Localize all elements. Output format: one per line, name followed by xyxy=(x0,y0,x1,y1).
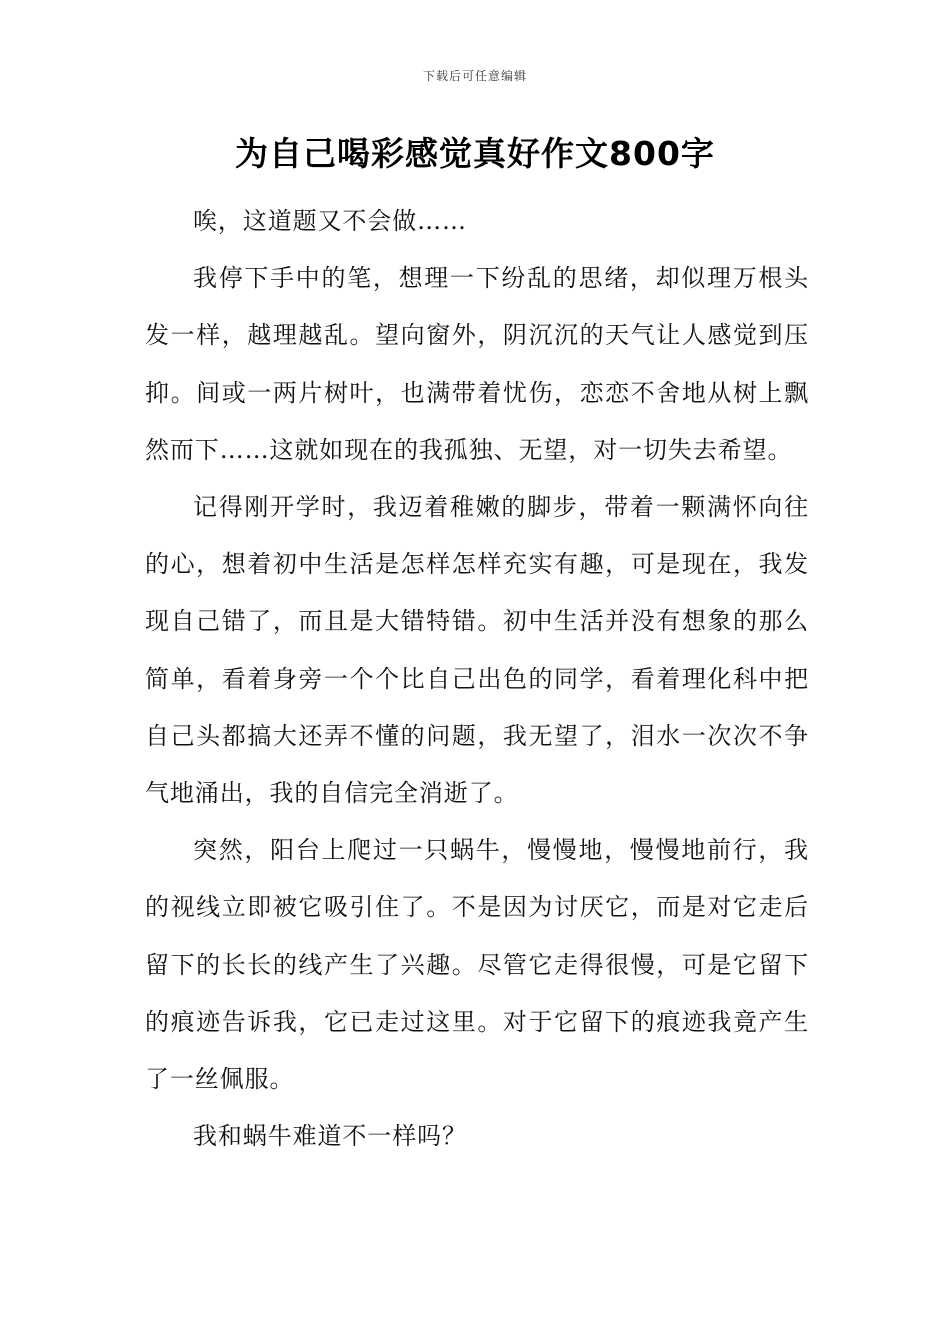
document-title: 为自己喝彩感觉真好作文800字 xyxy=(235,134,715,173)
paragraph: 唉，这道题又不会做…… xyxy=(193,207,467,235)
paragraph: 我和蜗牛难道不一样吗？ xyxy=(193,1122,467,1151)
paragraph: 记得刚开学时，我迈着稚嫩的脚步，带着一颗满怀向往的心，想着初中生活是怎样怎样充实有趣，可是现在，我发现自己错了，而且是大错特错。初中生活并没有想象的那么简单，看着身旁一个个比自己出色的同学，看着理化科中把自己头都搞大还弄不懂的问题，我无望了，泪水一次次不争气地涌出，我的自信完全消逝了。 xyxy=(145,493,809,808)
header-note: 下载后可任意编辑 xyxy=(422,69,527,83)
paragraph: 突然，阳台上爬过一只蜗牛，慢慢地，慢慢地前行，我的视线立即被它吸引住了。不是因为讨厌它，而是对它走后留下的长长的线产生了兴趣。尽管它走得很慢，可是它留下的痕迹告诉我，它已走过这里。对于它留下的痕迹我竟产生了一丝佩服。 xyxy=(145,836,809,1094)
paragraph: 我停下手中的笔，想理一下纷乱的思绪，却似理万根头发一样，越理越乱。望向窗外，阴沉沉的天气让人感觉到压抑。间或一两片树叶，也满带着忧伤，恋恋不舍地从树上飘然而下……这就如现在的我孤独、无望，对一切失去希望。 xyxy=(145,264,809,464)
essay-body xyxy=(145,193,809,1165)
